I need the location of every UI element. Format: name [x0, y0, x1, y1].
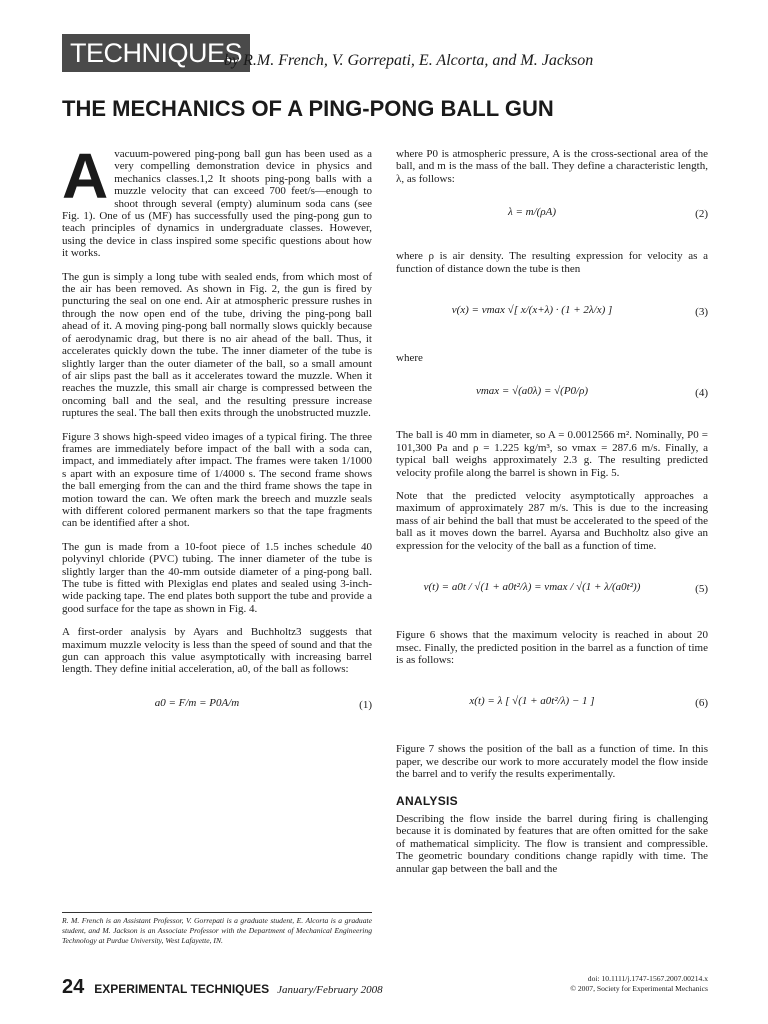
- equation-expression: λ = m/(ρA): [507, 206, 556, 219]
- paragraph: where P0 is atmospheric pressure, A is the cross-sectional area of the ball, and m is the mass of the ball. They define a characteristic length, λ, as follows:: [396, 148, 708, 185]
- equation-5: [396, 563, 708, 619]
- equation-number: (6): [695, 697, 708, 710]
- author-footnote: R. M. French is an Assistant Professor, V. Gorrepati is a graduate student, E. Alcorta is a graduate student, and M. Jackson is an Associate Professor with the Department of Mechanical Engineering Technology at Purdue University, West Lafayette, IN.: [62, 916, 372, 945]
- paragraph: Describing the flow inside the barrel during firing is challenging because it is dominated by features that are often omitted for the sake of mathematical simplicity. The flow is transient and compressible. The geometric boundary conditions change rapidly with time. The annular gap between the ball and the: [396, 812, 708, 875]
- equation-3: [396, 286, 708, 342]
- paragraph: Figure 7 shows the position of the ball as a function of time. In this paper, we describe our work to more accurately model the flow inside the barrel and to verify the results experimentally.: [396, 743, 708, 781]
- paragraph: Figure 6 shows that the maximum velocity is reached in about 20 msec. Finally, the predicted position in the barrel as a function of time is as follows:: [396, 629, 708, 666]
- page-header: [62, 34, 708, 74]
- paragraph: The gun is made from a 10-foot piece of 1.5 inches schedule 40 polyvinyl chloride (PVC) tubing. The inner diameter of the tube is slightly larger than the 40-mm outside diameter of a ping-pong ball. The tube is fitted with Plexiglas end plates and sealed using 3-inch-wide packing tape. The end plates both support the tube and provide a good surface for the tape as shown in Fig. 4.: [62, 540, 372, 615]
- intro-paragraph: [62, 140, 372, 260]
- equation-expression: x(t) = λ [ √(1 + a0t²/λ) − 1 ]: [469, 695, 595, 708]
- doi: doi: 10.1111/j.1747-1567.2007.00214.x: [587, 974, 708, 983]
- article-title: THE MECHANICS OF A PING-PONG BALL GUN: [62, 96, 554, 121]
- equation-number: (3): [695, 306, 708, 319]
- equation-4: [396, 375, 708, 419]
- equation-expression: vmax = √(a0λ) = √(P0/ρ): [475, 385, 589, 398]
- journal-issue: January/February 2008: [277, 984, 383, 996]
- page-number: 24: [62, 976, 85, 998]
- intro-text: vacuum-powered ping-pong ball gun has been used as a very compelling demonstration device in physics and mechanics classes.1,2 It shoots ping-pong balls with a muzzle velocity that can exceed 700 feet/s—enough to shoot through several (empty) aluminum soda cans (see Fig. 1). One of us (MF) has successfully used the ping-pong gun to teach principles of dynamics in undergraduate classes. However, using the device in class inspired some specific questions about how it works.: [62, 148, 372, 260]
- footnote-divider: [62, 912, 372, 913]
- equation-expression: v(x) = vmax √[ x/(x+λ) · (1 + 2λ/x) ]: [451, 304, 613, 317]
- paragraph: where ρ is air density. The resulting expression for velocity as a function of distance down the tube is then: [396, 250, 708, 275]
- journal-name: EXPERIMENTAL TECHNIQUES: [94, 982, 270, 996]
- equation-expression: a0 = F/m = P0A/m: [154, 696, 240, 709]
- copyright: © 2007, Society for Experimental Mechanics: [570, 984, 708, 993]
- equation-1: [62, 687, 372, 731]
- equation-number: (4): [695, 387, 708, 400]
- paragraph: where: [396, 352, 423, 365]
- publication-info: [570, 974, 708, 994]
- page-footer: [62, 976, 382, 999]
- equation-expression: v(t) = a0t / √(1 + a0t²/λ) = vmax / √(1 + λ/(a0t²)): [423, 581, 641, 594]
- paragraph: Figure 3 shows high-speed video images of a typical firing. The three frames are immediately before impact of the ball with a soda can, impact, and immediately after impact. The frames were taken 1/1000 s apart with an exposure time of 1/4000 s. The second frame shows the ball emerging from the can and the third frame shows the tape in motion toward the can. We often mark the breech and muzzle seals with different colored permanent markers so that the tape fragments can be identified after a shot.: [62, 430, 372, 530]
- right-column: [396, 148, 708, 886]
- authors-line: by R.M. French, V. Gorrepati, E. Alcorta, and M. Jackson: [224, 52, 594, 69]
- left-column: [62, 140, 372, 741]
- equation-number: (5): [695, 583, 708, 596]
- paragraph: The ball is 40 mm in diameter, so A = 0.0012566 m². Nominally, P0 = 101,300 Pa and ρ = 1.225 kg/m³, so vmax = 287.6 m/s. Finally, a typical ball weighs approximately 2.3 g. The resulting predicted velocity profile along the barrel is shown in Fig. 5.: [396, 429, 708, 479]
- equation-number: (1): [359, 698, 372, 711]
- equation-number: (2): [695, 208, 708, 221]
- paragraph: The gun is simply a long tube with sealed ends, from which most of the air has been removed. As shown in Fig. 2, the gun is fired by puncturing the seal on one end. Air at atmospheric pressure rushes in through the now open end of the tube, driving the ping-pong ball ahead of it. A moving ping-pong ball normally slows quickly because of aerodynamic drag, but there is no air ahead of the ball. Thus, it accelerates quickly down the tube. The inner diameter of the tube is slightly larger than the outer diameter of the ball, so a small amount of air slips past the ball as it accelerates toward the muzzle. When it reaches the muzzle, this small air charge is compressed between the oncoming ball and the seal, and the resulting pressure increase ruptures the seal. The ball then exits through the unobstructed muzzle.: [62, 270, 372, 420]
- paragraph: Note that the predicted velocity asymptotically approaches a maximum of approximately 287 m/s. This is due to the increasing mass of air behind the ball that must be accelerated to the speed of the ball as it moves down the barrel. Ayarsa and Buchholtz also give an expression for the velocity of the ball as a function of time.: [396, 490, 708, 552]
- paragraph: A first-order analysis by Ayars and Buchholtz3 suggests that maximum muzzle velocity is less than the speed of sound and that the gun can approach this value asymptotically with increasing barrel length. They define initial acceleration, a0, of the ball as follows:: [62, 626, 372, 676]
- section-heading: ANALYSIS: [396, 793, 458, 808]
- section-label: TECHNIQUES: [62, 34, 250, 72]
- equation-2: [396, 196, 708, 240]
- equation-6: [396, 677, 708, 733]
- drop-cap: A: [62, 140, 109, 212]
